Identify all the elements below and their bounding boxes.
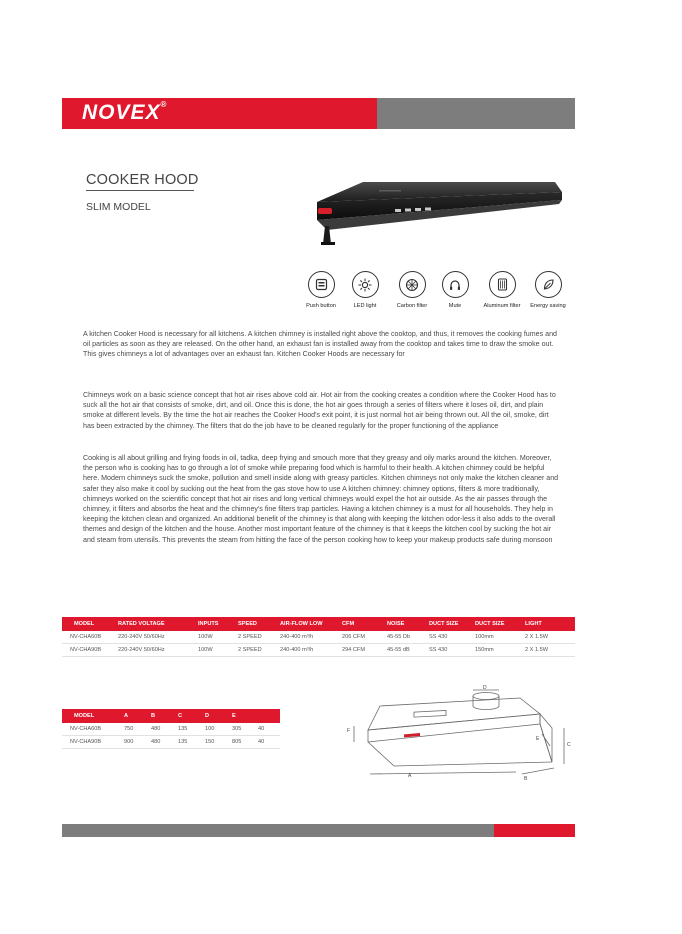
feature-led-light: LED light <box>335 271 395 309</box>
energy-saving-icon <box>535 271 562 298</box>
label-d: D <box>483 685 487 691</box>
label-b: B <box>524 776 528 782</box>
dimension-diagram <box>340 684 580 784</box>
spec-header-cfm: CFM <box>342 617 387 631</box>
spec-header-speed: SPEED <box>238 617 280 631</box>
science-paragraph: Chimneys work on a basic science concept that hot air rises above cold air. Hot air from the cooking creates a condition where the Cooker Hood has to suck all the hot air that consists of smoke, dirt, and oil. Once this is done, the hot air goes through a series of filters where it loses oil, dirt, and plain smoke at different levels. By the time the hot air reaches the Cooker Hood's exit point, it is just normal hot air being thrown out. All the oil, smoke, dirt has been extracted by the chimney. The filters that do the job have to be cleaned regularly for the proper functioning of the appliance <box>83 391 556 430</box>
spec-header-light: LIGHT <box>525 617 575 631</box>
feature-aluminum-filter: Aluminum filter <box>472 271 532 309</box>
push-button-icon <box>308 271 335 298</box>
page-title: COOKER HOOD <box>86 172 199 188</box>
spec-header-inputs: INPUTS <box>198 617 238 631</box>
dim-header-b: B <box>151 709 178 723</box>
dimensions-table <box>62 709 280 749</box>
dim-table-header <box>62 709 280 723</box>
header-gray-bar <box>377 98 575 129</box>
table-row: NV-CHA90B 220-240V 50/60Hz 100W 2 SPEED 240-400 m³/h 294 CFM 45-55 dB SS 430 150mm 2 X 1.5W <box>62 644 575 657</box>
label-e: E <box>536 736 540 742</box>
carbon-filter-icon <box>399 271 426 298</box>
spec-table-header <box>62 617 575 631</box>
brand-logo: NOVEX® <box>82 100 168 124</box>
benefits-paragraph: Cooking is all about grilling and frying foods in oil, tadka, deep frying and smouch more that they greasy and oily marks around the kitchen. Moreover, the person who is cooking has to go through a lot of smoke while preparing food which is harmful to their health. A kitchen chimney could be helpful here. Modern chimneys suck the smoke, pollution and smell inside along with greasy particles. Kitchen chimneys not only make the kitchen cleaner and safer they also make it cool by sucking out the heat from the gas stove how to use A kitchen chimney: chimney options, filters & more traditionally, chimneys worked on the scientific concept that hot air rises and long vertical chimneys would expel the hot air outside. As the air passes through the chimney, it filters and absorbs the heat and the chimney's fine filters trap particles. Having a kitchen chimney is a must for all households. They help in keeping the kitchen clean and organized. An additional benefit of the chimney is that along with keeping the kitchen odor-less it also adds to the overall themes and design of the kitchen and the house. Another most important feature of the chimney is that it keeps the kitchen cool by sucking the hot air and steam from utensils. This prevents the steam from hitting the face of the person cooking how to keep your makeup products safe during monsoon <box>83 454 559 544</box>
feature-push-button: Push button <box>291 271 351 309</box>
feature-carbon-filter: Carbon filter <box>382 271 442 309</box>
title-underline <box>86 190 194 191</box>
footer-red-bar <box>494 824 575 837</box>
dim-header-model: MODEL <box>62 709 124 723</box>
table-row: NV-CHA60B 750 480 135 100 305 40 <box>62 723 280 736</box>
spec-header-model: MODEL <box>62 617 118 631</box>
footer-gray-bar <box>62 824 494 837</box>
aluminum-filter-icon <box>489 271 516 298</box>
spec-header-noise: NOISE <box>387 617 429 631</box>
feature-mute: Mute <box>425 271 485 309</box>
dim-header-a: A <box>124 709 151 723</box>
label-a: A <box>408 773 412 779</box>
cooker-hood-image <box>305 178 567 250</box>
label-f: F <box>347 728 351 734</box>
spec-table <box>62 617 575 657</box>
spec-header-airflow: AIR-FLOW LOW <box>280 617 342 631</box>
table-row: NV-CHA90B 900 480 135 150 805 40 <box>62 736 280 749</box>
spec-header-duct-material: DUCT SIZE <box>429 617 475 631</box>
dim-header-e: E <box>232 709 258 723</box>
label-c: C <box>567 742 571 748</box>
intro-paragraph: A kitchen Cooker Hood is necessary for all kitchens. A kitchen chimney is installed right above the cooktop, and thus, it removes the cooking fumes and oil particles as soon as they are released. On the other hand, an exhaust fan is installed away from the cooktop and takes time to draw the smoke out. This gives chimneys a lot of advantages over an exhaust fan. Kitchen Cooker Hoods are necessary for <box>83 330 557 359</box>
page-subtitle: SLIM MODEL <box>86 201 151 213</box>
feature-energy-saving: Energy saving <box>518 271 578 309</box>
spec-header-duct-size: DUCT SIZE <box>475 617 525 631</box>
spec-header-voltage: RATED VOLTAGE <box>118 617 198 631</box>
dim-header-c: C <box>178 709 205 723</box>
table-row: NV-CHA60B 220-240V 50/60Hz 100W 2 SPEED 240-400 m³/h 206 CFM 45-55 Db SS 430 100mm 2 X 1.5W <box>62 631 575 644</box>
led-light-icon <box>352 271 379 298</box>
mute-icon <box>442 271 469 298</box>
dim-header-d: D <box>205 709 232 723</box>
